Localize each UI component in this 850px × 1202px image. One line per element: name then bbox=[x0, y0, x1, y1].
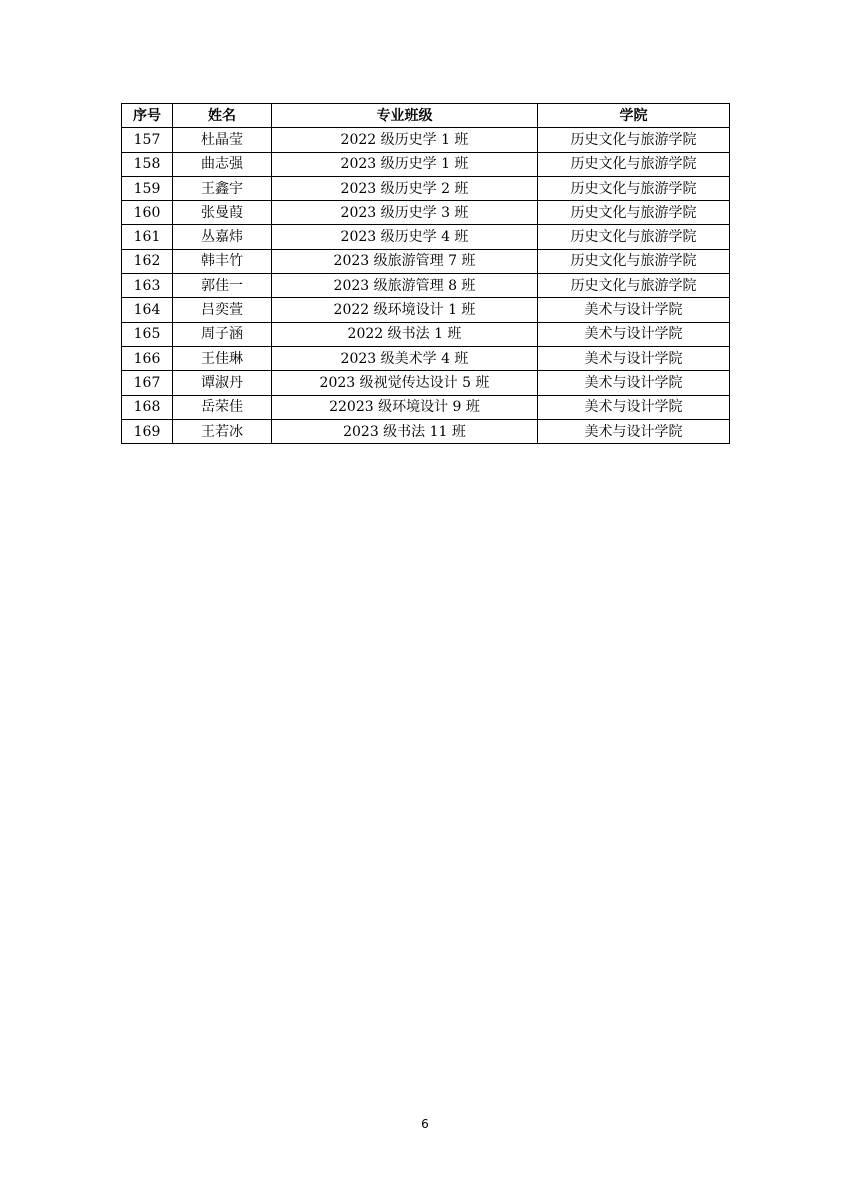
cell-class: 2023 级历史学 3 班 bbox=[272, 201, 538, 225]
cell-name: 王佳琳 bbox=[173, 346, 272, 370]
student-table bbox=[121, 103, 730, 444]
cell-no: 165 bbox=[122, 322, 173, 346]
cell-name: 曲志强 bbox=[173, 152, 272, 176]
cell-no: 159 bbox=[122, 176, 173, 200]
cell-class: 2023 级历史学 1 班 bbox=[272, 152, 538, 176]
cell-no: 164 bbox=[122, 298, 173, 322]
cell-no: 160 bbox=[122, 201, 173, 225]
cell-class: 2023 级美术学 4 班 bbox=[272, 346, 538, 370]
cell-college: 历史文化与旅游学院 bbox=[538, 152, 730, 176]
cell-no: 157 bbox=[122, 128, 173, 152]
cell-no: 168 bbox=[122, 395, 173, 419]
cell-class: 2023 级历史学 2 班 bbox=[272, 176, 538, 200]
table-header-row bbox=[122, 104, 730, 128]
cell-name: 韩丰竹 bbox=[173, 249, 272, 273]
table-row bbox=[122, 346, 730, 370]
cell-no: 163 bbox=[122, 274, 173, 298]
cell-college: 美术与设计学院 bbox=[538, 322, 730, 346]
cell-no: 167 bbox=[122, 371, 173, 395]
cell-name: 杜晶莹 bbox=[173, 128, 272, 152]
table-row bbox=[122, 274, 730, 298]
cell-name: 岳荣佳 bbox=[173, 395, 272, 419]
cell-class: 2023 级旅游管理 8 班 bbox=[272, 274, 538, 298]
table-row bbox=[122, 395, 730, 419]
table-row bbox=[122, 225, 730, 249]
table-row bbox=[122, 298, 730, 322]
cell-name: 谭淑丹 bbox=[173, 371, 272, 395]
cell-college: 美术与设计学院 bbox=[538, 395, 730, 419]
cell-class: 2023 级书法 11 班 bbox=[272, 419, 538, 443]
cell-college: 美术与设计学院 bbox=[538, 346, 730, 370]
cell-college: 历史文化与旅游学院 bbox=[538, 201, 730, 225]
cell-college: 美术与设计学院 bbox=[538, 371, 730, 395]
cell-no: 169 bbox=[122, 419, 173, 443]
table-row bbox=[122, 419, 730, 443]
cell-class: 2022 级历史学 1 班 bbox=[272, 128, 538, 152]
table-row bbox=[122, 322, 730, 346]
cell-college: 历史文化与旅游学院 bbox=[538, 128, 730, 152]
cell-class: 2023 级视觉传达设计 5 班 bbox=[272, 371, 538, 395]
cell-college: 美术与设计学院 bbox=[538, 419, 730, 443]
cell-name: 王鑫宇 bbox=[173, 176, 272, 200]
cell-name: 丛嘉炜 bbox=[173, 225, 272, 249]
table-row bbox=[122, 371, 730, 395]
cell-name: 吕奕萱 bbox=[173, 298, 272, 322]
header-no: 序号 bbox=[122, 104, 173, 128]
header-class: 专业班级 bbox=[272, 104, 538, 128]
cell-college: 历史文化与旅游学院 bbox=[538, 225, 730, 249]
table-row bbox=[122, 128, 730, 152]
cell-no: 162 bbox=[122, 249, 173, 273]
cell-class: 2023 级历史学 4 班 bbox=[272, 225, 538, 249]
cell-name: 张曼葭 bbox=[173, 201, 272, 225]
cell-no: 166 bbox=[122, 346, 173, 370]
cell-class: 2023 级旅游管理 7 班 bbox=[272, 249, 538, 273]
cell-no: 161 bbox=[122, 225, 173, 249]
table-row bbox=[122, 152, 730, 176]
cell-college: 美术与设计学院 bbox=[538, 298, 730, 322]
header-name: 姓名 bbox=[173, 104, 272, 128]
cell-name: 周子涵 bbox=[173, 322, 272, 346]
page-number: 6 bbox=[421, 1117, 429, 1131]
cell-name: 郭佳一 bbox=[173, 274, 272, 298]
header-college: 学院 bbox=[538, 104, 730, 128]
cell-college: 历史文化与旅游学院 bbox=[538, 249, 730, 273]
table-row bbox=[122, 201, 730, 225]
cell-college: 历史文化与旅游学院 bbox=[538, 176, 730, 200]
table-row bbox=[122, 176, 730, 200]
cell-no: 158 bbox=[122, 152, 173, 176]
cell-class: 22023 级环境设计 9 班 bbox=[272, 395, 538, 419]
cell-class: 2022 级环境设计 1 班 bbox=[272, 298, 538, 322]
table-row bbox=[122, 249, 730, 273]
cell-name: 王若冰 bbox=[173, 419, 272, 443]
cell-class: 2022 级书法 1 班 bbox=[272, 322, 538, 346]
cell-college: 历史文化与旅游学院 bbox=[538, 274, 730, 298]
